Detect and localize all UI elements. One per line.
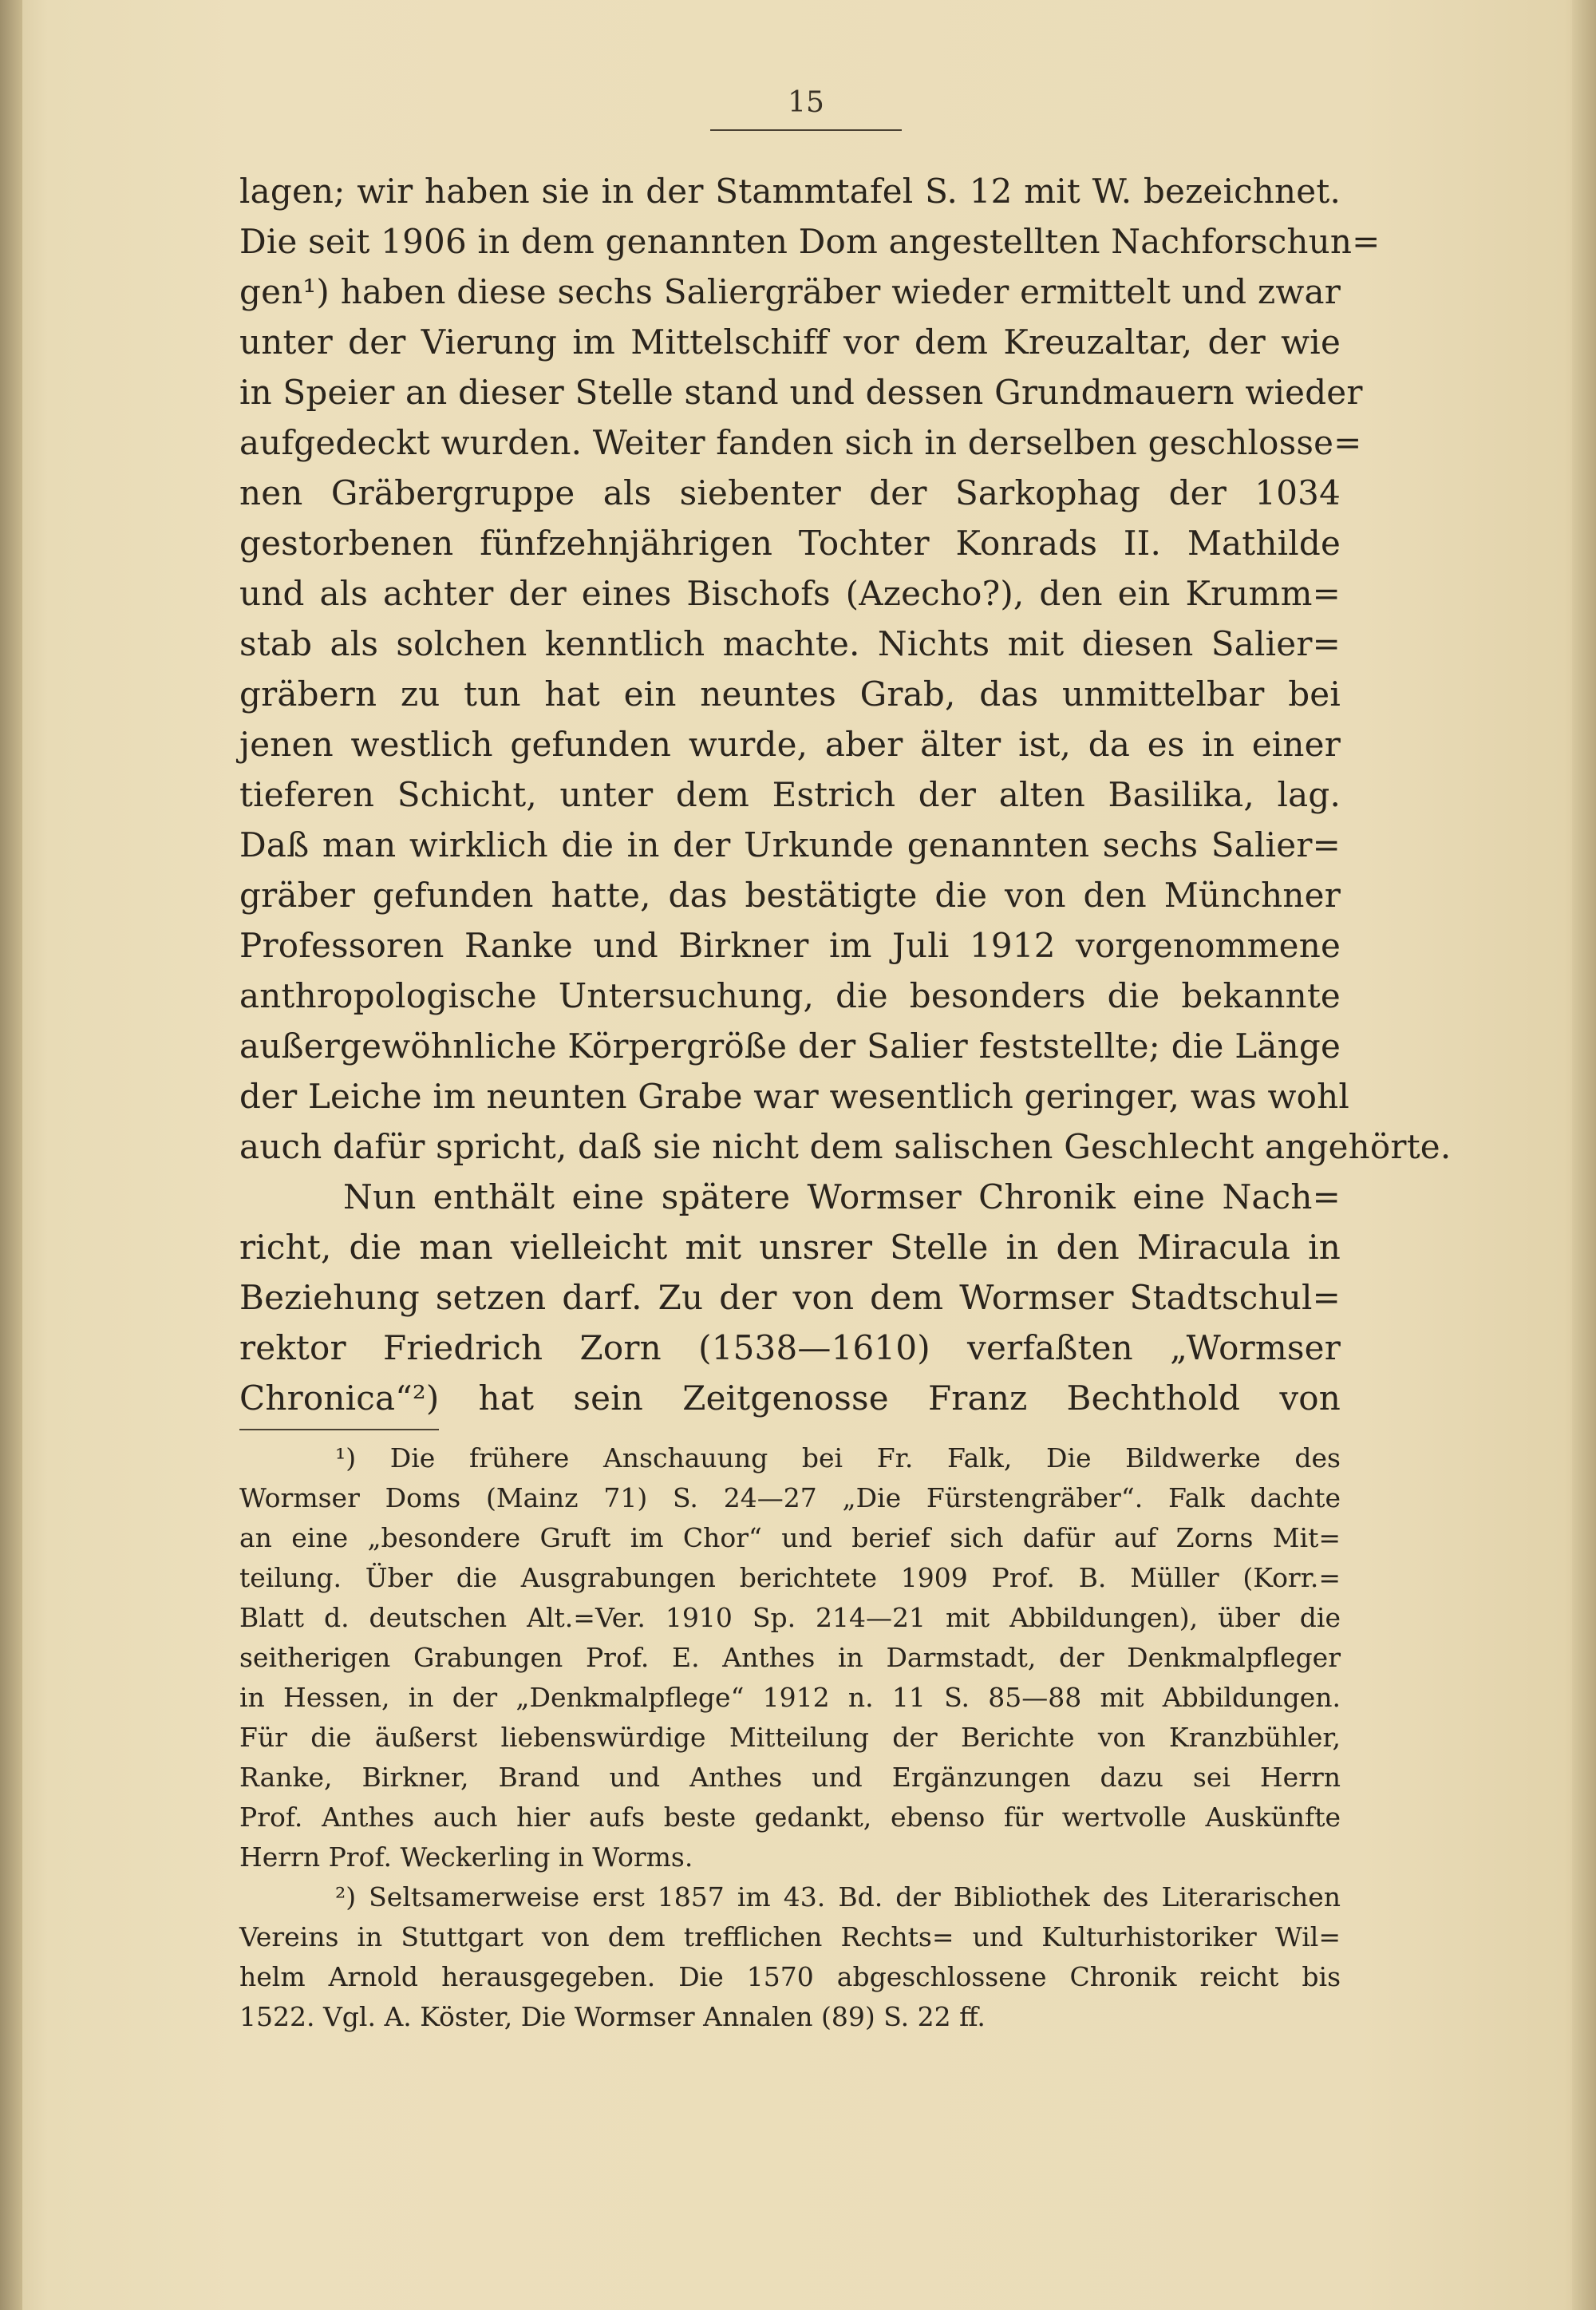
footnote-line: Prof. Anthes auch hier aufs beste gedankt, ebenso für wertvolle Auskünfte xyxy=(239,1802,1341,1833)
text-line: in Speier an dieser Stelle stand und dessen Grundmauern wieder xyxy=(239,373,1363,412)
footnote-line: Vereins in Stuttgart von dem trefflichen Rechts= und Kulturhistoriker Wil= xyxy=(239,1921,1341,1952)
footnote-line: in Hessen, in der „Denkmalpflege“ 1912 n. 11 S. 85—88 mit Abbildungen. xyxy=(239,1682,1341,1713)
footnote-line: Herrn Prof. Weckerling in Worms. xyxy=(239,1841,693,1873)
text-line: Die seit 1906 in dem genannten Dom angestellten Nachforschun= xyxy=(239,222,1381,261)
text-line: Nun enthält eine spätere Wormser Chronik eine Nach= xyxy=(343,1177,1341,1216)
text-line: nen Gräbergruppe als siebenter der Sarkophag der 1034 xyxy=(239,473,1341,512)
text-line: anthropologische Untersuchung, die besonders die bekannte xyxy=(239,976,1341,1015)
footnotes xyxy=(239,1438,1341,2037)
text-line: gestorbenen fünfzehnjährigen Tochter Konrads II. Mathilde xyxy=(239,524,1341,563)
text-line: jenen westlich gefunden wurde, aber älter ist, da es in einer xyxy=(239,725,1341,764)
text-line: stab als solchen kenntlich machte. Nichts mit diesen Salier= xyxy=(239,624,1341,663)
text-line: der Leiche im neunten Grabe war wesentlich geringer, was wohl xyxy=(239,1077,1350,1116)
footnote-line: ²) Seltsamerweise erst 1857 im 43. Bd. der Bibliothek des Literarischen xyxy=(335,1881,1341,1912)
page-gutter-left xyxy=(0,0,22,2310)
text-line: aufgedeckt wurden. Weiter fanden sich in derselben geschlosse= xyxy=(239,423,1362,462)
main-text xyxy=(239,166,1452,1423)
footnote-line: Blatt d. deutschen Alt.=Ver. 1910 Sp. 214—21 mit Abbildungen), über die xyxy=(239,1602,1341,1633)
text-line: gen¹) haben diese sechs Saliergräber wieder ermittelt und zwar xyxy=(239,272,1341,311)
text-line: Professoren Ranke und Birkner im Juli 1912 vorgenommene xyxy=(239,926,1341,965)
text-line: außergewöhnliche Körpergröße der Salier feststellte; die Länge xyxy=(239,1026,1341,1066)
text-line: unter der Vierung im Mittelschiff vor dem Kreuzaltar, der wie xyxy=(239,322,1341,362)
page-edge-right xyxy=(1572,0,1596,2310)
text-line: gräber gefunden hatte, das bestätigte die von den Münchner xyxy=(239,876,1341,915)
footnote-line: teilung. Über die Ausgrabungen berichtete 1909 Prof. B. Müller (Korr.= xyxy=(239,1562,1341,1593)
footnote-line: ¹) Die frühere Anschauung bei Fr. Falk, Die Bildwerke des xyxy=(335,1442,1341,1473)
footnote-line: 1522. Vgl. A. Köster, Die Wormser Annalen (89) S. 22 ff. xyxy=(239,2001,986,2032)
text-line: Chronica“²) hat sein Zeitgenosse Franz Bechthold von xyxy=(239,1378,1341,1418)
text-line: rektor Friedrich Zorn (1538—1610) verfaßten „Wormser xyxy=(239,1328,1341,1367)
footnote-line: Ranke, Birkner, Brand und Anthes und Ergänzungen dazu sei Herrn xyxy=(239,1762,1341,1793)
footnote-rule xyxy=(239,1429,439,1430)
page-number: 15 xyxy=(788,86,824,119)
header-rule xyxy=(710,129,902,131)
footnote-line: helm Arnold herausgegeben. Die 1570 abgeschlossene Chronik reicht bis xyxy=(239,1961,1341,1992)
text-line: auch dafür spricht, daß sie nicht dem salischen Geschlecht angehörte. xyxy=(239,1127,1452,1166)
text-line: richt, die man vielleicht mit unsrer Stelle in den Miracula in xyxy=(239,1228,1341,1267)
text-line: gräbern zu tun hat ein neuntes Grab, das unmittelbar bei xyxy=(239,674,1341,714)
text-line: Beziehung setzen darf. Zu der von dem Wormser Stadtschul= xyxy=(239,1278,1341,1317)
footnote-line: seitherigen Grabungen Prof. E. Anthes in Darmstadt, der Denkmalpfleger xyxy=(239,1642,1341,1673)
text-line: lagen; wir haben sie in der Stammtafel S. 12 mit W. bezeichnet. xyxy=(239,172,1341,211)
footnote-line: Wormser Doms (Mainz 71) S. 24—27 „Die Fürstengräber“. Falk dachte xyxy=(239,1482,1341,1513)
footnote-line: Für die äußerst liebenswürdige Mitteilung der Berichte von Kranzbühler, xyxy=(239,1722,1341,1753)
text-line: Daß man wirklich die in der Urkunde genannten sechs Salier= xyxy=(239,825,1341,864)
text-line: und als achter der eines Bischofs (Azecho?), den ein Krumm= xyxy=(239,574,1341,613)
text-line: tieferen Schicht, unter dem Estrich der alten Basilika, lag. xyxy=(239,775,1341,814)
footnote-line: an eine „besondere Gruft im Chor“ und berief sich dafür auf Zorns Mit= xyxy=(239,1522,1341,1553)
